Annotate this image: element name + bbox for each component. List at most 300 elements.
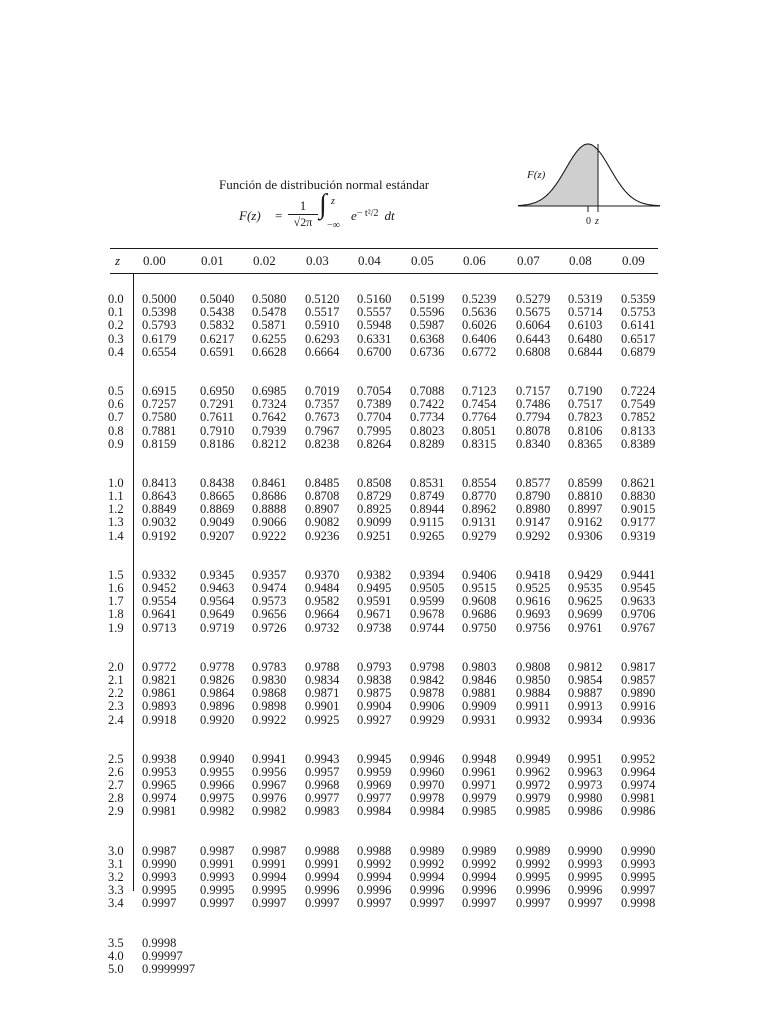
table-cell: 0.9505 (410, 581, 445, 595)
table-cell: 0.9990 (142, 856, 177, 871)
value-block (357, 293, 391, 359)
table-cell: 0.9772 (142, 659, 177, 674)
z-values-column (108, 293, 124, 976)
z-block (108, 569, 124, 635)
table-cell: 0.9992 (516, 856, 551, 871)
table-cell: 0.5199 (410, 292, 445, 306)
table-cell: 0.9778 (200, 659, 235, 674)
table-cell: 0.9981 (621, 791, 656, 806)
table-cell: 0.9265 (410, 528, 445, 543)
probability-column (516, 293, 550, 976)
z-value: 1.2 (108, 502, 124, 517)
table-cell: 0.9953 (142, 764, 177, 779)
table-cell: 0.9969 (357, 778, 392, 793)
table-cell: 0.7794 (516, 410, 551, 425)
table-cell: 0.99997 (142, 948, 183, 963)
value-block (568, 845, 602, 911)
table-cell: 0.9495 (357, 581, 392, 595)
z-value: 1.1 (108, 489, 124, 504)
table-cell: 0.9082 (305, 515, 340, 530)
table-cell: 0.9974 (142, 791, 177, 806)
value-block (142, 293, 195, 359)
table-cell: 0.9992 (357, 856, 392, 871)
probability-column (142, 293, 195, 976)
table-cell: 0.9996 (568, 883, 603, 898)
table-cell: 0.9985 (462, 804, 497, 819)
value-block (410, 293, 444, 359)
table-cell (357, 937, 391, 950)
value-block (621, 385, 655, 451)
table-header-rule (110, 273, 658, 274)
table-cell: 0.9995 (142, 883, 177, 898)
table-cell: 0.8186 (200, 436, 235, 451)
table-cell: 0.7823 (568, 410, 603, 425)
value-block (200, 753, 234, 819)
table-cell: 0.8643 (142, 489, 177, 504)
table-cell: 0.6985 (252, 383, 287, 398)
table-cell: 0.8554 (462, 475, 497, 490)
z-block (108, 753, 124, 819)
table-cell: 0.9977 (305, 791, 340, 806)
table-cell: 0.5279 (516, 292, 551, 306)
table-cell: 0.6443 (516, 331, 551, 346)
table-cell (200, 963, 234, 976)
z-value: 0.9 (108, 436, 124, 451)
table-cell: 0.5239 (462, 292, 497, 306)
z-value: 0.3 (108, 331, 124, 346)
table-cell: 0.9995 (252, 883, 287, 898)
table-cell: 0.9319 (621, 528, 656, 543)
z-block (108, 937, 124, 977)
table-cell (568, 937, 602, 950)
table-cell: 0.9732 (305, 620, 340, 635)
table-cell: 0.8849 (142, 502, 177, 517)
z-block (108, 661, 124, 727)
table-cell: 0.9162 (568, 515, 603, 530)
value-block (462, 661, 496, 727)
table-cell: 0.9988 (305, 843, 340, 858)
table-cell: 0.9979 (516, 791, 551, 806)
value-block (621, 753, 655, 819)
table-cell: 0.9967 (252, 778, 287, 793)
z-value: 2.5 (108, 751, 124, 766)
value-block (621, 661, 655, 727)
table-cell: 0.9761 (568, 620, 603, 635)
table-cell: 0.9983 (305, 804, 340, 819)
table-cell: 0.9633 (621, 594, 656, 609)
table-cell: 0.7549 (621, 397, 656, 412)
value-block (252, 569, 286, 635)
table-cell: 0.9616 (516, 594, 551, 609)
z-value: 0.0 (108, 292, 124, 306)
table-cell: 0.9975 (200, 791, 235, 806)
table-cell (621, 937, 655, 950)
table-cell: 0.6915 (142, 383, 177, 398)
value-block (462, 937, 496, 977)
table-cell: 0.9821 (142, 672, 177, 687)
table-cell: 0.6255 (252, 331, 287, 346)
table-cell: 0.9931 (462, 712, 497, 727)
table-cell: 0.7734 (410, 410, 445, 425)
table-cell: 0.7852 (621, 410, 656, 425)
value-block (516, 477, 550, 543)
table-cell: 0.9783 (252, 659, 287, 674)
value-block (462, 569, 496, 635)
table-cell: 0.9554 (142, 594, 177, 609)
table-cell: 0.5557 (357, 305, 392, 320)
value-block (252, 937, 286, 977)
table-cell: 0.9192 (142, 528, 177, 543)
z-block (108, 845, 124, 911)
table-cell: 0.9979 (462, 791, 497, 806)
value-block (200, 385, 234, 451)
table-cell: 0.9997 (357, 896, 392, 911)
value-block (410, 477, 444, 543)
table-cell: 0.9991 (252, 856, 287, 871)
value-block (357, 661, 391, 727)
table-cell: 0.5080 (252, 292, 287, 306)
value-block (305, 937, 339, 977)
column-header: 0.00 (143, 253, 166, 268)
table-cell: 0.9484 (305, 581, 340, 595)
table-cell: 0.9986 (568, 804, 603, 819)
table-cell: 0.7357 (305, 397, 340, 412)
value-block (410, 845, 444, 911)
value-block (357, 753, 391, 819)
value-block (357, 477, 391, 543)
table-cell: 0.9932 (516, 712, 551, 727)
table-cell: 0.6331 (357, 331, 392, 346)
table-cell: 0.5675 (516, 305, 551, 320)
table-cell: 0.9991 (200, 856, 235, 871)
table-cell: 0.9995 (568, 870, 603, 884)
table-cell: 0.7123 (462, 383, 497, 398)
table-cell: 0.9306 (568, 528, 603, 543)
table-cell: 0.9382 (357, 567, 392, 582)
table-cell: 0.8621 (621, 475, 656, 490)
value-block (568, 385, 602, 451)
table-cell: 0.9993 (142, 870, 177, 884)
value-block (568, 661, 602, 727)
table-cell: 0.8461 (252, 475, 287, 490)
table-cell: 0.9977 (357, 791, 392, 806)
table-cell: 0.8577 (516, 475, 551, 490)
table-cell: 0.8830 (621, 489, 656, 504)
table-cell: 0.9812 (568, 659, 603, 674)
table-cell (568, 963, 602, 976)
table-cell: 0.7939 (252, 423, 287, 438)
z-value: 2.8 (108, 791, 124, 806)
table-cell: 0.9984 (410, 804, 445, 819)
table-cell: 0.8599 (568, 475, 603, 490)
table-cell: 0.9989 (462, 843, 497, 858)
value-block (621, 569, 655, 635)
table-cell: 0.9868 (252, 686, 287, 701)
table-cell: 0.9842 (410, 672, 445, 687)
table-cell: 0.5714 (568, 305, 603, 320)
column-header: 0.09 (622, 253, 645, 268)
table-cell (357, 950, 391, 963)
integral-lower-limit: −∞ (327, 220, 340, 231)
table-cell: 0.9993 (568, 856, 603, 871)
z-value: 2.7 (108, 778, 124, 793)
table-cell: 0.9960 (410, 764, 445, 779)
table-cell: 0.9678 (410, 607, 445, 622)
z-block (108, 385, 124, 451)
table-cell: 0.9750 (462, 620, 497, 635)
table-cell: 0.9994 (252, 870, 287, 884)
table-cell: 0.9756 (516, 620, 551, 635)
value-block (568, 477, 602, 543)
table-cell: 0.9998 (621, 896, 656, 911)
table-cell: 0.9115 (410, 515, 444, 530)
table-cell: 0.9997 (200, 896, 235, 911)
table-cell: 0.8708 (305, 489, 340, 504)
z-value: 2.3 (108, 699, 124, 714)
value-block (410, 385, 444, 451)
table-cell: 0.9996 (305, 883, 340, 898)
table-cell: 0.9994 (410, 870, 445, 884)
value-block (252, 753, 286, 819)
z-value: 2.4 (108, 712, 124, 727)
table-title: Función de distribución normal estándar (219, 177, 430, 192)
table-cell: 0.9955 (200, 764, 235, 779)
table-cell: 0.5871 (252, 318, 287, 333)
value-block (142, 477, 195, 543)
table-cell: 0.9901 (305, 699, 340, 714)
value-block (568, 937, 602, 977)
table-cell: 0.5517 (305, 305, 340, 320)
value-block (142, 661, 195, 727)
table-cell: 0.7389 (357, 397, 392, 412)
table-cell: 0.7995 (357, 423, 392, 438)
table-cell: 0.9934 (568, 712, 603, 727)
table-cell: 0.9713 (142, 620, 177, 635)
table-cell: 0.9671 (357, 607, 392, 622)
table-cell: 0.5398 (142, 305, 177, 320)
table-cell: 0.9990 (621, 843, 656, 858)
table-cell: 0.8438 (200, 475, 235, 490)
table-cell: 0.8729 (357, 489, 392, 504)
table-cell: 0.9976 (252, 791, 287, 806)
table-cell (462, 963, 496, 976)
table-cell: 0.9988 (357, 843, 392, 858)
table-cell: 0.7190 (568, 383, 603, 398)
table-cell: 0.9582 (305, 594, 340, 609)
z-value: 1.3 (108, 515, 124, 530)
table-cell: 0.6950 (200, 383, 235, 398)
table-cell: 0.7642 (252, 410, 287, 425)
table-cell: 0.6179 (142, 331, 177, 346)
value-block (305, 753, 339, 819)
table-cell: 0.9986 (621, 804, 656, 819)
table-cell: 0.9826 (200, 672, 235, 687)
table-cell: 0.9992 (462, 856, 497, 871)
table-cell (305, 963, 339, 976)
table-cell: 0.9913 (568, 699, 603, 714)
value-block (357, 845, 391, 911)
table-cell: 0.9719 (200, 620, 235, 635)
formula-fraction (288, 198, 318, 230)
table-cell: 0.8413 (142, 475, 177, 490)
z-value: 2.0 (108, 659, 124, 674)
table-cell: 0.9948 (462, 751, 497, 766)
z-value: 1.0 (108, 475, 124, 490)
z-value: 1.9 (108, 620, 124, 635)
table-cell: 0.5753 (621, 305, 656, 320)
table-cell: 0.9699 (568, 607, 603, 622)
table-cell: 0.7910 (200, 423, 235, 438)
table-cell: 0.8238 (305, 436, 340, 451)
table-cell: 0.8051 (462, 423, 497, 438)
table-cell: 0.9994 (462, 870, 497, 884)
z-value: 1.6 (108, 581, 124, 595)
table-cell: 0.9965 (142, 778, 177, 793)
table-cell: 0.9222 (252, 528, 287, 543)
probability-column (462, 293, 496, 976)
table-cell: 0.9920 (200, 712, 235, 727)
table-cell: 0.9803 (462, 659, 497, 674)
table-cell: 0.9994 (305, 870, 340, 884)
table-cell (410, 937, 444, 950)
table-cell: 0.7764 (462, 410, 497, 425)
table-cell: 0.9429 (568, 567, 603, 582)
table-cell: 0.8106 (568, 423, 603, 438)
table-cell: 0.9978 (410, 791, 445, 806)
value-block (305, 845, 339, 911)
table-cell: 0.8212 (252, 436, 287, 451)
value-block (516, 753, 550, 819)
table-cell (568, 950, 602, 963)
table-cell: 0.9394 (410, 567, 445, 582)
table-cell: 0.9929 (410, 712, 445, 727)
value-block (200, 569, 234, 635)
table-cell (305, 950, 339, 963)
table-cell: 0.9830 (252, 672, 287, 687)
value-block (462, 845, 496, 911)
table-cell: 0.9861 (142, 686, 177, 701)
table-cell: 0.9147 (516, 515, 551, 530)
z-value: 2.2 (108, 686, 124, 701)
axis-zero-label: 0 (586, 216, 591, 227)
table-cell: 0.9989 (516, 843, 551, 858)
z-value: 0.7 (108, 410, 124, 425)
table-cell: 0.9990 (568, 843, 603, 858)
value-block (516, 937, 550, 977)
value-block (462, 385, 496, 451)
value-block (410, 937, 444, 977)
table-cell: 0.9987 (200, 843, 235, 858)
table-cell: 0.9946 (410, 751, 445, 766)
table-cell: 0.9099 (357, 515, 392, 530)
value-block (142, 753, 195, 819)
table-cell: 0.9904 (357, 699, 392, 714)
value-block (568, 753, 602, 819)
table-cell: 0.9906 (410, 699, 445, 714)
column-header: 0.04 (358, 253, 381, 268)
table-cell: 0.9015 (621, 502, 656, 517)
table-cell: 0.6480 (568, 331, 603, 346)
table-cell: 0.9535 (568, 581, 603, 595)
table-cell: 0.7054 (357, 383, 392, 398)
column-header: 0.03 (306, 253, 329, 268)
table-cell: 0.9971 (462, 778, 497, 793)
table-cell: 0.6879 (621, 344, 656, 359)
table-cell: 0.5438 (200, 305, 235, 320)
value-block (357, 569, 391, 635)
table-cell: 0.9854 (568, 672, 603, 687)
column-header: 0.05 (411, 253, 434, 268)
table-cell: 0.9992 (410, 856, 445, 871)
table-cell: 0.9970 (410, 778, 445, 793)
table-cell: 0.5910 (305, 318, 340, 333)
z-value: 2.6 (108, 764, 124, 779)
integral-sign: ∫ (319, 189, 327, 220)
table-cell: 0.5000 (142, 292, 177, 306)
value-block (516, 569, 550, 635)
value-block (305, 385, 339, 451)
table-cell: 0.9993 (200, 870, 235, 884)
table-cell: 0.9236 (305, 528, 340, 543)
table-cell: 0.5319 (568, 292, 603, 306)
table-cell: 0.9066 (252, 515, 287, 530)
value-block (621, 845, 655, 911)
value-block (252, 477, 286, 543)
table-cell: 0.8980 (516, 502, 551, 517)
table-cell: 0.9591 (357, 594, 392, 609)
table-cell: 0.9599 (410, 594, 445, 609)
z-value: 0.5 (108, 383, 124, 398)
table-cell: 0.9999997 (142, 961, 196, 976)
table-cell: 0.5120 (305, 292, 340, 306)
table-cell: 0.9987 (252, 843, 287, 858)
table-cell: 0.9985 (516, 804, 551, 819)
table-cell: 0.9991 (305, 856, 340, 871)
value-block (462, 293, 496, 359)
table-cell: 0.7486 (516, 397, 551, 412)
table-cell: 0.8749 (410, 489, 445, 504)
curve-label: F(z) (527, 169, 546, 181)
table-cell: 0.7611 (200, 410, 234, 425)
table-cell: 0.9996 (462, 883, 497, 898)
table-cell: 0.9989 (410, 843, 445, 858)
table-cell: 0.9131 (462, 515, 497, 530)
table-cell (621, 950, 655, 963)
table-cell: 0.9981 (142, 804, 177, 819)
table-cell: 0.5793 (142, 318, 177, 333)
table-cell: 0.9525 (516, 581, 551, 595)
table-cell: 0.9686 (462, 607, 497, 622)
table-cell: 0.8531 (410, 475, 445, 490)
formula-equals: = (275, 208, 283, 223)
table-cell (200, 950, 234, 963)
table-cell: 0.6103 (568, 318, 603, 333)
table-cell: 0.9793 (357, 659, 392, 674)
table-cell: 0.9936 (621, 712, 656, 727)
table-cell: 0.9279 (462, 528, 497, 543)
table-cell: 0.8159 (142, 436, 177, 451)
table-cell: 0.9452 (142, 581, 177, 595)
table-cell: 0.9893 (142, 699, 177, 714)
table-cell: 0.9961 (462, 764, 497, 779)
z-value: 1.7 (108, 594, 124, 609)
table-cell: 0.9664 (305, 607, 340, 622)
table-cell: 0.6554 (142, 344, 177, 359)
table-cell (516, 963, 550, 976)
table-cell: 0.9625 (568, 594, 603, 609)
probability-column (568, 293, 602, 976)
table-cell: 0.9945 (357, 751, 392, 766)
